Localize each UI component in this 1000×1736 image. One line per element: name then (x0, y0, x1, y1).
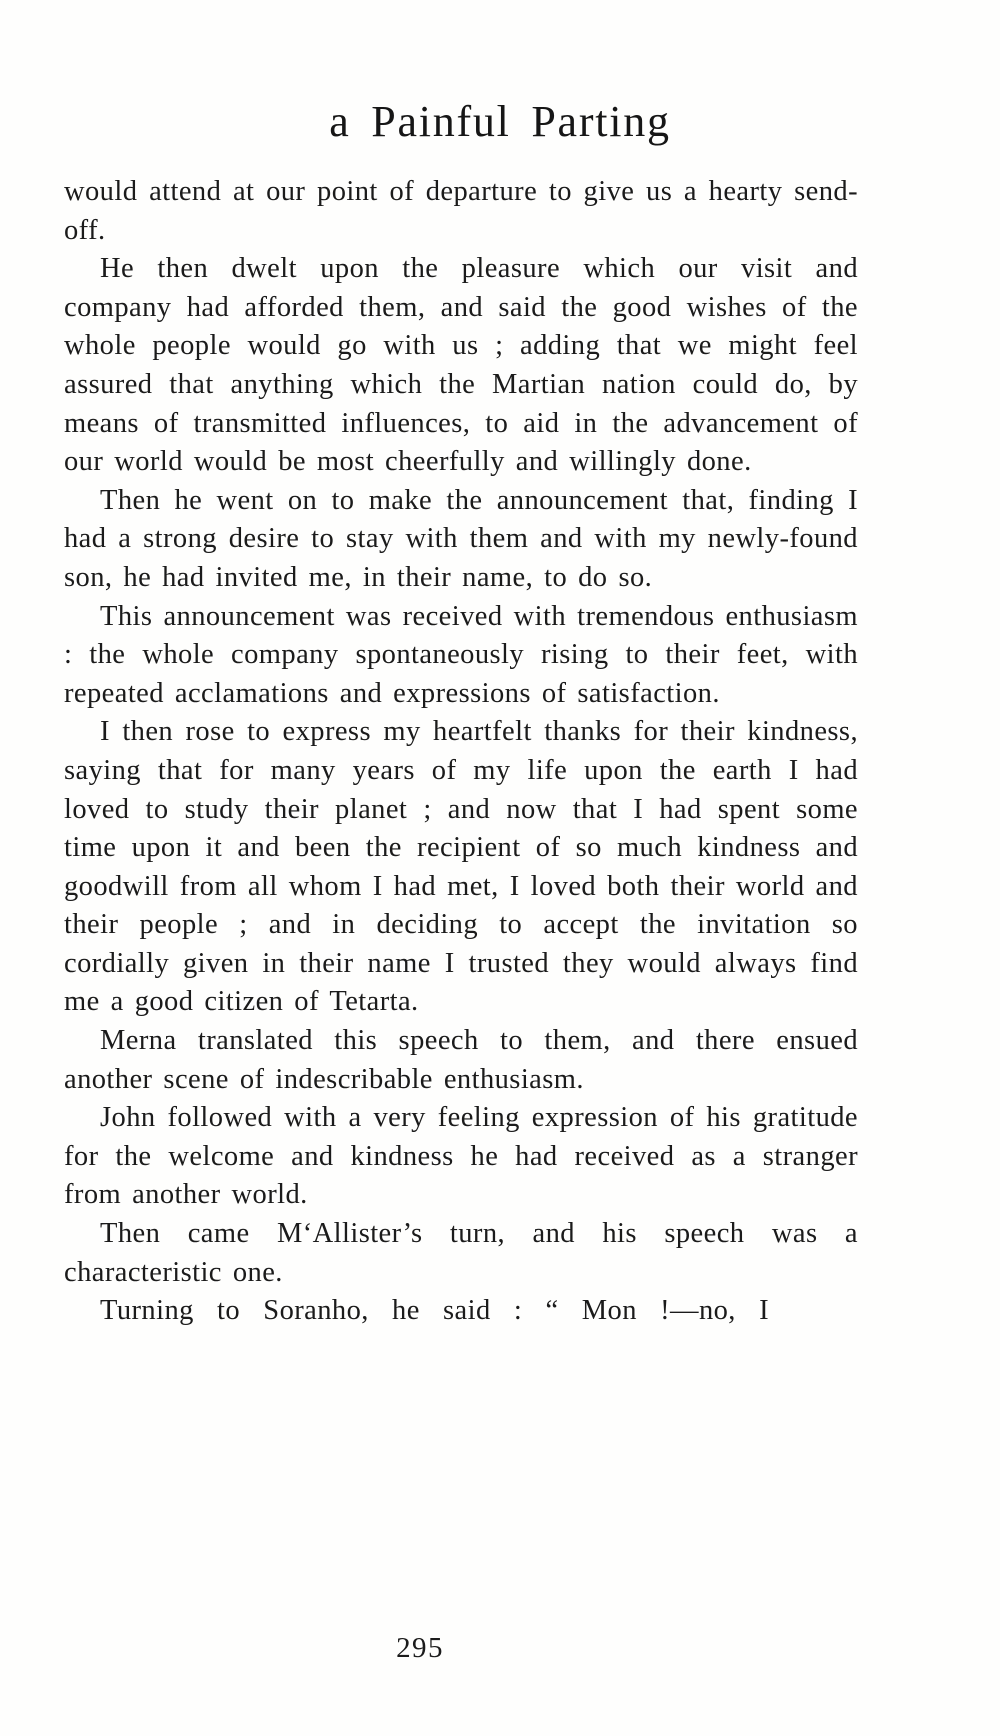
text-block (0, 173, 1000, 1331)
paragraph: John followed with a very feeling expression of his gratitude for the welcome and kindness he had received as a stranger from another world. (64, 1102, 858, 1211)
paragraph: Turning to Soranho, he said : “ Mon !—no, I (100, 1295, 770, 1327)
page-number: 295 (396, 1632, 444, 1664)
paragraph: Merna translated this speech to them, and there ensued another scene of indescribable enthusiasm. (64, 1025, 858, 1095)
page-title: a Painful Parting (329, 97, 671, 146)
paragraph: would attend at our point of departure to give us a hearty send-off. (64, 176, 858, 246)
paragraph: He then dwelt upon the pleasure which our visit and company had afforded them, and said the good wishes of the whole people would go with us ; adding that we might feel assured that anything which the Martian nation could do, by means of transmitted influences, to aid in the advancement of our world would be most cheerfully and willingly done. (64, 253, 858, 478)
paragraph: Then he went on to make the announcement that, finding I had a strong desire to stay with them and with my newly-found son, he had invited me, in their name, to do so. (64, 484, 858, 593)
paragraph: This announcement was received with tremendous enthusiasm : the whole company spontaneously rising to their feet, with repeated acclamations and expressions of satisfaction. (64, 600, 858, 709)
paragraph: Then came M‘Allister’s turn, and his speech was a characteristic one. (64, 1218, 858, 1288)
paragraph: I then rose to express my heartfelt thanks for their kindness, saying that for many years of my life upon the earth I had loved to study their planet ; and now that I had spent some time upon it and been the recipient of so much kindness and goodwill from all whom I had met, I loved both their world and their people ; and in deciding to accept the invitation so cordially given in their name I trusted they would always find me a good citizen of Tetarta. (64, 716, 858, 1018)
